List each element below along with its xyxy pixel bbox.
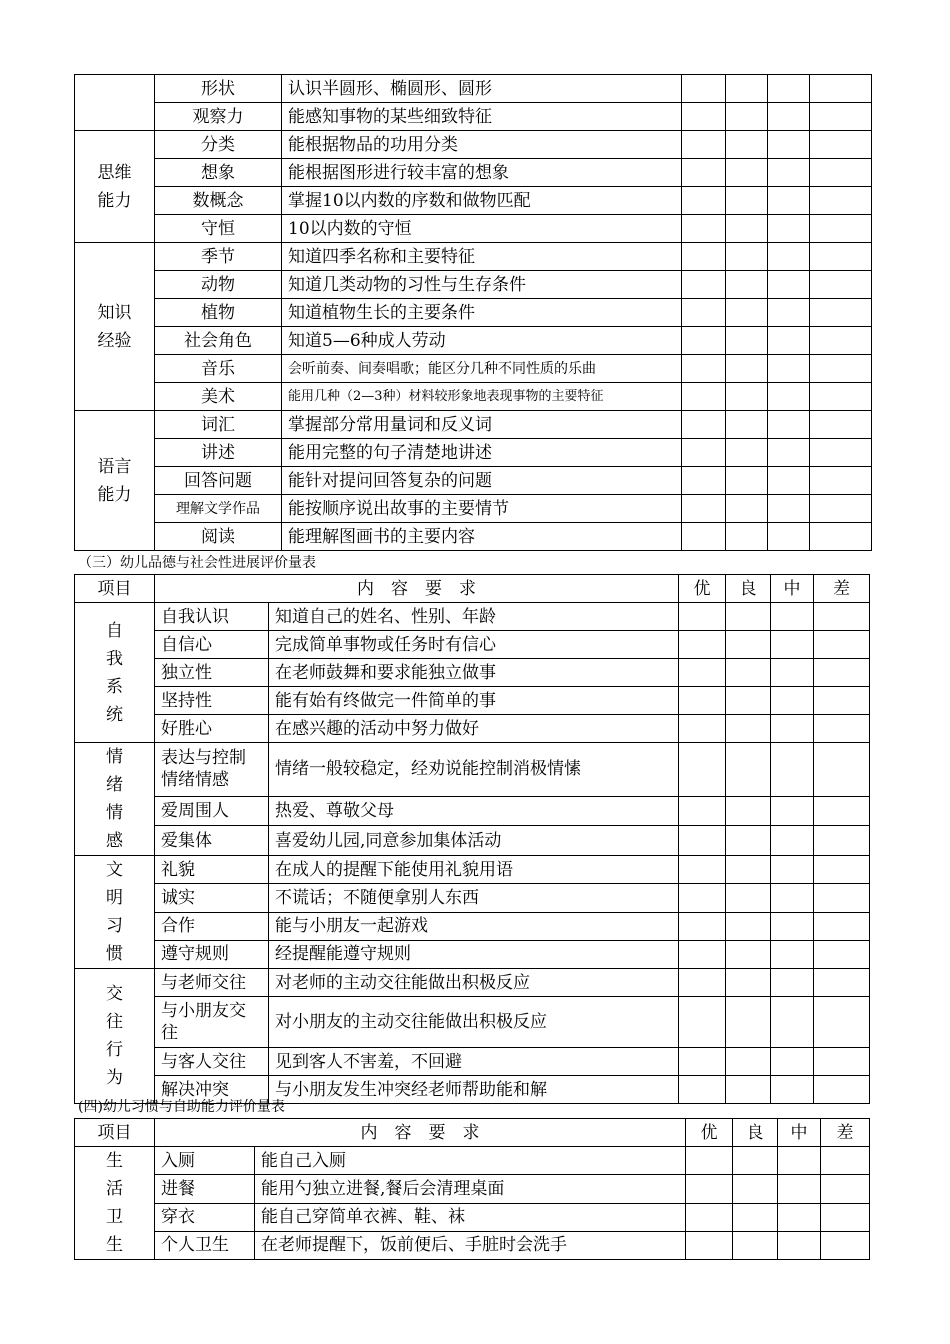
grade-cell[interactable] [810,439,872,467]
grade-cell[interactable] [768,467,810,495]
grade-cell[interactable] [810,215,872,243]
grade-cell[interactable] [768,355,810,383]
desc-cell: 与小朋友发生冲突经老师帮助能和解 [269,1076,679,1104]
grade-cell[interactable] [686,1175,733,1203]
grade-cell[interactable] [726,523,768,551]
grade-cell[interactable] [810,299,872,327]
desc-cell: 能自己入厕 [255,1147,686,1175]
grade-cell[interactable] [768,187,810,215]
item-cell: 穿衣 [155,1203,255,1231]
grade-cell[interactable] [679,969,726,997]
grade-cell[interactable] [771,743,814,797]
table-row [75,997,870,1048]
grade-cell[interactable] [682,215,726,243]
table-row [75,884,870,912]
grade-cell[interactable] [682,523,726,551]
grade-cell[interactable] [821,1147,870,1175]
grade-cell[interactable] [686,1231,733,1259]
desc-cell: 知道几类动物的习性与生存条件 [282,271,682,299]
grade-cell[interactable] [810,243,872,271]
desc-cell: 能自己穿简单衣裤、鞋、袜 [255,1203,686,1231]
table-row [75,327,872,355]
grade-cell[interactable] [733,1231,778,1259]
grade-cell[interactable] [810,159,872,187]
desc-cell: 能针对提问回答复杂的问题 [282,467,682,495]
grade-cell[interactable] [726,826,771,856]
desc-cell: 能理解图画书的主要内容 [282,523,682,551]
grade-cell[interactable] [682,243,726,271]
item-cell: 社会角色 [155,327,282,355]
desc-cell: 能用几种（2—3种）材料较形象地表现事物的主要特征 [282,383,682,411]
grade-cell[interactable] [682,383,726,411]
grade-cell[interactable] [778,1203,821,1231]
grade-cell[interactable] [810,327,872,355]
table-row [75,1175,870,1203]
grade-cell[interactable] [726,187,768,215]
table-row [75,187,872,215]
item-cell: 进餐 [155,1175,255,1203]
grade-cell[interactable] [679,1048,726,1076]
desc-cell: 会听前奏、间奏唱歌；能区分几种不同性质的乐曲 [282,355,682,383]
table-row [75,467,872,495]
header-content: 内 容 要 求 [155,1119,686,1147]
grade-cell[interactable] [726,439,768,467]
grade-cell[interactable] [682,75,726,103]
grade-cell[interactable] [814,631,870,659]
grade-cell[interactable] [682,271,726,299]
table-row [75,1147,870,1175]
header-grade: 良 [726,575,771,603]
grade-cell[interactable] [814,796,870,826]
table-cognition [74,74,872,551]
table-row [75,215,872,243]
item-cell: 爱集体 [155,826,269,856]
grade-cell[interactable] [771,659,814,687]
grade-cell[interactable] [814,884,870,912]
grade-cell[interactable] [679,826,726,856]
grade-cell[interactable] [726,355,768,383]
grade-cell[interactable] [814,659,870,687]
grade-cell[interactable] [821,1231,870,1259]
desc-cell: 知道植物生长的主要条件 [282,299,682,327]
table-row [75,631,870,659]
header-grade: 优 [679,575,726,603]
grade-cell[interactable] [810,495,872,523]
grade-cell[interactable] [810,411,872,439]
grade-cell[interactable] [778,1231,821,1259]
desc-cell: 完成简单事物或任务时有信心 [269,631,679,659]
grade-cell[interactable] [771,796,814,826]
desc-cell: 掌握10以内数的序数和做物匹配 [282,187,682,215]
grade-cell[interactable] [679,743,726,797]
item-cell: 独立性 [155,659,269,687]
item-cell: 回答问题 [155,467,282,495]
table-row [75,355,872,383]
table-row [75,687,870,715]
desc-cell: 经提醒能遵守规则 [269,940,679,968]
header-grade: 差 [821,1119,870,1147]
grade-cell[interactable] [733,1203,778,1231]
desc-cell: 知道5—6种成人劳动 [282,327,682,355]
item-cell: 与老师交往 [155,969,269,997]
item-cell: 礼貌 [155,856,269,884]
grade-cell[interactable] [771,856,814,884]
group-cell: 文明习惯 [75,856,155,969]
table-row [75,271,872,299]
table-row [75,439,872,467]
item-cell: 爱周围人 [155,796,269,826]
grade-cell[interactable] [814,603,870,631]
table-caption: (四)幼儿习惯与自助能力评价量表 [78,1099,285,1115]
grade-cell[interactable] [768,327,810,355]
grade-cell[interactable] [726,103,768,131]
grade-cell[interactable] [682,299,726,327]
desc-cell: 认识半圆形、椭圆形、圆形 [282,75,682,103]
grade-cell[interactable] [726,940,771,968]
grade-cell[interactable] [814,1076,870,1104]
item-cell: 自我认识 [155,603,269,631]
grade-cell[interactable] [726,997,771,1048]
table-row [75,1231,870,1259]
item-cell: 植物 [155,299,282,327]
grade-cell[interactable] [771,631,814,659]
item-cell: 音乐 [155,355,282,383]
header-item: 项目 [75,1119,155,1147]
grade-cell[interactable] [814,997,870,1048]
item-cell: 入厕 [155,1147,255,1175]
grade-cell[interactable] [726,327,768,355]
table-row [75,969,870,997]
grade-cell[interactable] [814,969,870,997]
grade-cell[interactable] [679,912,726,940]
table-header-row [75,1119,870,1147]
grade-cell[interactable] [778,1175,821,1203]
header-content: 内 容 要 求 [155,575,679,603]
table-moral-social [74,574,870,1104]
item-cell: 守恒 [155,215,282,243]
grade-cell[interactable] [726,299,768,327]
desc-cell: 能根据物品的功用分类 [282,131,682,159]
grade-cell[interactable] [768,411,810,439]
table-row [75,659,870,687]
grade-cell[interactable] [768,103,810,131]
grade-cell[interactable] [810,131,872,159]
item-cell: 诚实 [155,884,269,912]
item-cell: 理解文学作品 [155,495,282,523]
grade-cell[interactable] [726,884,771,912]
table-row [75,411,872,439]
group-cell: 思维能力 [75,131,155,243]
desc-cell: 10以内数的守恒 [282,215,682,243]
grade-cell[interactable] [682,187,726,215]
grade-cell[interactable] [814,743,870,797]
table-row [75,940,870,968]
grade-cell[interactable] [682,439,726,467]
grade-cell[interactable] [726,603,771,631]
grade-cell[interactable] [768,495,810,523]
grade-cell[interactable] [768,215,810,243]
header-grade: 差 [814,575,870,603]
grade-cell[interactable] [810,467,872,495]
grade-cell[interactable] [682,355,726,383]
item-cell: 分类 [155,131,282,159]
item-cell: 讲述 [155,439,282,467]
grade-cell[interactable] [726,631,771,659]
header-item: 项目 [75,575,155,603]
grade-cell[interactable] [679,631,726,659]
grade-cell[interactable] [778,1147,821,1175]
grade-cell[interactable] [726,271,768,299]
item-cell: 与客人交往 [155,1048,269,1076]
item-cell: 表达与控制情绪情感 [155,743,269,797]
table-row [75,826,870,856]
item-cell: 坚持性 [155,687,269,715]
desc-cell: 对小朋友的主动交往能做出积极反应 [269,997,679,1048]
item-cell: 词汇 [155,411,282,439]
grade-cell[interactable] [726,159,768,187]
table-row [75,495,872,523]
grade-cell[interactable] [814,715,870,743]
grade-cell[interactable] [726,659,771,687]
grade-cell[interactable] [726,1048,771,1076]
table-row [75,912,870,940]
grade-cell[interactable] [726,495,768,523]
grade-cell[interactable] [726,243,768,271]
grade-cell[interactable] [679,884,726,912]
grade-cell[interactable] [810,75,872,103]
grade-cell[interactable] [768,243,810,271]
grade-cell[interactable] [679,715,726,743]
item-cell: 解决冲突 [155,1076,269,1104]
desc-cell: 热爱、尊敬父母 [269,796,679,826]
grade-cell[interactable] [771,1076,814,1104]
grade-cell[interactable] [821,1175,870,1203]
grade-cell[interactable] [682,103,726,131]
grade-cell[interactable] [682,467,726,495]
grade-cell[interactable] [810,271,872,299]
grade-cell[interactable] [768,439,810,467]
grade-cell[interactable] [679,1076,726,1104]
grade-cell[interactable] [682,159,726,187]
grade-cell[interactable] [726,1076,771,1104]
grade-cell[interactable] [814,940,870,968]
grade-cell[interactable] [810,355,872,383]
grade-cell[interactable] [771,912,814,940]
table-row [75,523,872,551]
grade-cell[interactable] [679,603,726,631]
desc-cell: 能根据图形进行较丰富的想象 [282,159,682,187]
desc-cell: 见到客人不害羞，不回避 [269,1048,679,1076]
header-grade: 中 [778,1119,821,1147]
table-row [75,243,872,271]
grade-cell[interactable] [726,912,771,940]
item-cell: 形状 [155,75,282,103]
grade-cell[interactable] [771,884,814,912]
item-cell: 季节 [155,243,282,271]
grade-cell[interactable] [814,1048,870,1076]
grade-cell[interactable] [771,997,814,1048]
grade-cell[interactable] [771,715,814,743]
grade-cell[interactable] [768,131,810,159]
table-row [75,856,870,884]
grade-cell[interactable] [679,796,726,826]
item-cell: 美术 [155,383,282,411]
desc-cell: 知道四季名称和主要特征 [282,243,682,271]
grade-cell[interactable] [679,659,726,687]
grade-cell[interactable] [771,603,814,631]
grade-cell[interactable] [726,856,771,884]
grade-cell[interactable] [814,856,870,884]
item-cell: 数概念 [155,187,282,215]
grade-cell[interactable] [768,383,810,411]
group-cell: 自我系统 [75,603,155,743]
item-cell: 与小朋友交往 [155,997,269,1048]
header-grade: 良 [733,1119,778,1147]
grade-cell[interactable] [726,411,768,439]
desc-cell: 能感知事物的某些细致特征 [282,103,682,131]
grade-cell[interactable] [733,1175,778,1203]
group-cell [75,75,155,131]
grade-cell[interactable] [726,75,768,103]
item-cell: 动物 [155,271,282,299]
grade-cell[interactable] [682,131,726,159]
table-row [75,743,870,797]
grade-cell[interactable] [771,1048,814,1076]
grade-cell[interactable] [682,411,726,439]
grade-cell[interactable] [814,826,870,856]
item-cell: 观察力 [155,103,282,131]
table-row [75,131,872,159]
group-cell: 情绪情感 [75,743,155,856]
item-cell: 自信心 [155,631,269,659]
grade-cell[interactable] [726,715,771,743]
desc-cell: 掌握部分常用量词和反义词 [282,411,682,439]
group-cell: 知识经验 [75,243,155,411]
grade-cell[interactable] [733,1147,778,1175]
grade-cell[interactable] [810,383,872,411]
grade-cell[interactable] [679,856,726,884]
table-caption: （三）幼儿品德与社会性进展评价量表 [78,555,316,571]
item-cell: 合作 [155,912,269,940]
header-grade: 优 [686,1119,733,1147]
table-row [75,796,870,826]
desc-cell: 对老师的主动交往能做出积极反应 [269,969,679,997]
desc-cell: 能有始有终做完一件简单的事 [269,687,679,715]
grade-cell[interactable] [726,969,771,997]
grade-cell[interactable] [726,383,768,411]
grade-cell[interactable] [768,299,810,327]
desc-cell: 能用完整的句子清楚地讲述 [282,439,682,467]
grade-cell[interactable] [686,1203,733,1231]
grade-cell[interactable] [768,75,810,103]
grade-cell[interactable] [682,495,726,523]
table-row [75,1048,870,1076]
item-cell: 好胜心 [155,715,269,743]
grade-cell[interactable] [679,997,726,1048]
grade-cell[interactable] [771,826,814,856]
grade-cell[interactable] [768,271,810,299]
grade-cell[interactable] [726,215,768,243]
grade-cell[interactable] [726,131,768,159]
desc-cell: 知道自己的姓名、性别、年龄 [269,603,679,631]
grade-cell[interactable] [679,940,726,968]
desc-cell: 不谎话；不随便拿别人东西 [269,884,679,912]
grade-cell[interactable] [679,687,726,715]
table-row [75,159,872,187]
desc-cell: 情绪一般较稳定，经劝说能控制消极情愫 [269,743,679,797]
grade-cell[interactable] [810,523,872,551]
grade-cell[interactable] [768,159,810,187]
desc-cell: 在老师鼓舞和要求能独立做事 [269,659,679,687]
desc-cell: 能按顺序说出故事的主要情节 [282,495,682,523]
desc-cell: 在成人的提醒下能使用礼貌用语 [269,856,679,884]
grade-cell[interactable] [771,969,814,997]
item-cell: 遵守规则 [155,940,269,968]
group-cell: 生活卫生 [75,1147,155,1260]
grade-cell[interactable] [810,187,872,215]
table-row [75,603,870,631]
table-habits-selfcare [74,1118,870,1260]
table-row [75,299,872,327]
desc-cell: 在老师提醒下，饭前便后、手脏时会洗手 [255,1231,686,1259]
table-row [75,1203,870,1231]
desc-cell: 能与小朋友一起游戏 [269,912,679,940]
grade-cell[interactable] [726,743,771,797]
grade-cell[interactable] [726,796,771,826]
item-cell: 想象 [155,159,282,187]
table-row [75,383,872,411]
desc-cell: 喜爱幼儿园,同意参加集体活动 [269,826,679,856]
grade-cell[interactable] [686,1147,733,1175]
desc-cell: 能用勺独立进餐,餐后会清理桌面 [255,1175,686,1203]
header-grade: 中 [771,575,814,603]
table-row [75,75,872,103]
table-row [75,103,872,131]
grade-cell[interactable] [771,940,814,968]
group-cell: 交往行为 [75,969,155,1104]
grade-cell[interactable] [821,1203,870,1231]
table-header-row [75,575,870,603]
grade-cell[interactable] [814,912,870,940]
grade-cell[interactable] [726,467,768,495]
grade-cell[interactable] [682,327,726,355]
grade-cell[interactable] [726,687,771,715]
item-cell: 阅读 [155,523,282,551]
grade-cell[interactable] [771,687,814,715]
desc-cell: 在感兴趣的活动中努力做好 [269,715,679,743]
group-cell: 语言能力 [75,411,155,551]
item-cell: 个人卫生 [155,1231,255,1259]
grade-cell[interactable] [810,103,872,131]
grade-cell[interactable] [768,523,810,551]
table-row [75,715,870,743]
grade-cell[interactable] [814,687,870,715]
